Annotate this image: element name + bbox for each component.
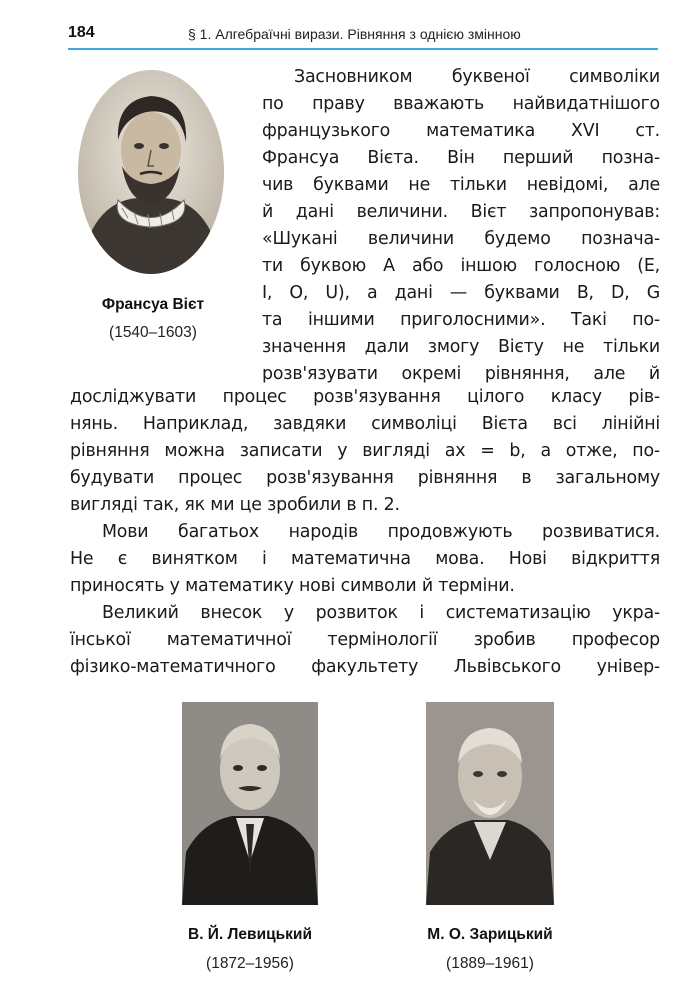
text-line: чив буквами не тільки невідомі, але bbox=[262, 175, 660, 195]
text-line: Засновником буквеної символіки bbox=[294, 67, 660, 87]
zarytskyi-name: М. О. Зарицький bbox=[427, 926, 553, 943]
text-line: фізико-математичного факультету Львівського універ- bbox=[70, 657, 660, 677]
text-line: Франсуа Вієта. Він перший позна- bbox=[262, 148, 660, 168]
running-title: § 1. Алгебраїчні вирази. Рівняння з однією змінною bbox=[188, 26, 521, 42]
text-line: розв'язувати окремі рівняння, але й bbox=[262, 364, 660, 384]
column-text bbox=[262, 64, 660, 388]
levytskyi-years: (1872–1956) bbox=[206, 955, 294, 972]
zarytskyi-portrait bbox=[426, 702, 554, 905]
text-line: їнської математичної термінології зробив професор bbox=[70, 630, 660, 650]
body-text bbox=[70, 384, 660, 681]
text-line: будувати процес розв'язування рівняння в загальному bbox=[70, 468, 660, 488]
text-line: «Шукані величини будемо познача- bbox=[262, 229, 660, 249]
viete-years: (1540–1603) bbox=[109, 324, 197, 341]
viete-name: Франсуа Вієт bbox=[101, 296, 205, 313]
text-line: ти буквою A або іншою голосною (E, bbox=[262, 256, 660, 276]
viete-portrait bbox=[78, 70, 224, 274]
text-line: значення дали змогу Вієту не тільки bbox=[262, 337, 660, 357]
text-line: рівняння можна записати у вигляді ax = b, а отже, по- bbox=[70, 441, 660, 461]
levytskyi-name: В. Й. Левицький bbox=[188, 926, 312, 943]
text-line: та іншими приголосними». Такі по- bbox=[262, 310, 660, 330]
text-line: Великий внесок у розвиток і систематизацію укра- bbox=[102, 603, 660, 623]
text-line: I, O, U), а дані — буквами B, D, G bbox=[262, 283, 660, 303]
text-line: по праву вважають найвидатнішого bbox=[262, 94, 660, 114]
zarytskyi-photo bbox=[426, 702, 554, 905]
page-header bbox=[68, 22, 658, 50]
levytskyi-portrait bbox=[182, 702, 318, 905]
text-line: вигляді так, як ми це зробили в п. 2. bbox=[70, 495, 400, 515]
page-number: 184 bbox=[68, 24, 95, 41]
text-line: й дані величини. Вієт запропонував: bbox=[262, 202, 660, 222]
text-line: Не є винятком і математична мова. Нові відкриття bbox=[70, 549, 660, 569]
text-line: приносять у математику нові символи й терміни. bbox=[70, 576, 515, 596]
text-line: французького математика XVI ст. bbox=[262, 121, 660, 141]
levytskyi-photo bbox=[182, 702, 318, 905]
text-line: нянь. Наприклад, завдяки символіці Вієта всі лінійні bbox=[70, 414, 660, 434]
zarytskyi-years: (1889–1961) bbox=[446, 955, 534, 972]
text-line: Мови багатьох народів продовжують розвиватися. bbox=[102, 522, 660, 542]
viete-engraving bbox=[78, 70, 224, 274]
text-line: досліджувати процес розв'язування цілого класу рів- bbox=[70, 387, 660, 407]
